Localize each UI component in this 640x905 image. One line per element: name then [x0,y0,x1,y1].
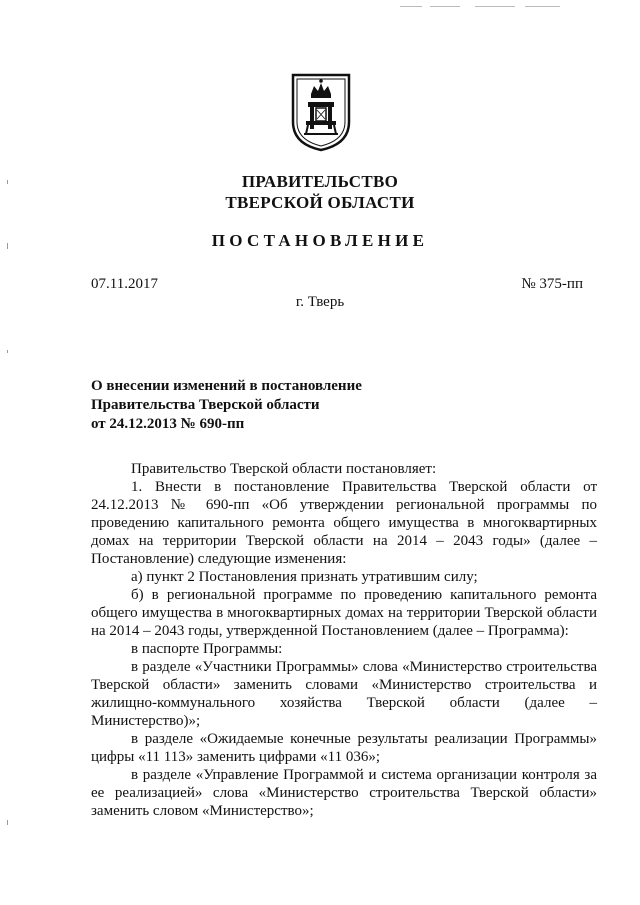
coat-of-arms-icon [290,72,352,152]
scan-mark [7,820,8,825]
paragraph: в паспорте Программы: [131,641,283,657]
organization-name-line2: ТВЕРСКОЙ ОБЛАСТИ [225,193,415,212]
document-number: № 375-пп [521,276,583,292]
paragraph: в разделе «Ожидаемые конечные результаты реализации Программы» цифры «11 113» заменить цифрами «11 036»; [91,731,597,765]
paragraph: Правительство Тверской области постановляет: [131,461,437,477]
subject-line: от 24.12.2013 № 690-пп [91,416,245,432]
scan-mark [430,6,460,7]
scan-mark [7,350,8,353]
document-type: ПОСТАНОВЛЕНИЕ [211,231,429,250]
document-city: г. Тверь [295,294,345,310]
paragraph: б) в региональной программе по проведению капитального ремонта общего имущества в многоквартирных домах на территории Тверской области на 2014 – 2043 годы, утвержденной Постановлением (далее – Программа): [91,587,597,639]
paragraph: 1. Внести в постановление Правительства Тверской области от 24.12.2013 № 690-пп «Об утверждении региональной программы по проведению капитального ремонта общего имущества в многоквартирных домах на территории Тверской области на 2014 – 2043 годы» (далее – Постановление) следующие изменения: [91,479,597,567]
scan-mark [400,6,422,7]
subject-line: Правительства Тверской области [91,397,320,413]
scan-mark [475,6,515,7]
document-date: 07.11.2017 [91,276,158,292]
paragraph: а) пункт 2 Постановления признать утратившим силу; [131,569,478,585]
document-body [91,460,597,820]
document-subject [91,377,421,434]
scan-mark [525,6,560,7]
organization-name-line1: ПРАВИТЕЛЬСТВО [241,172,399,191]
paragraph: в разделе «Управление Программой и система организации контроля за ее реализацией» слова «Министерство строительства Тверской области» заменить словом «Министерство»; [91,767,597,819]
subject-line: О внесении изменений в постановление [91,378,362,394]
paragraph: в разделе «Участники Программы» слова «Министерство строительства Тверской области» заменить словами «Министерство строительства и жилищно-коммунального хозяйства Тверской области (далее – Министерство)»; [91,659,597,729]
